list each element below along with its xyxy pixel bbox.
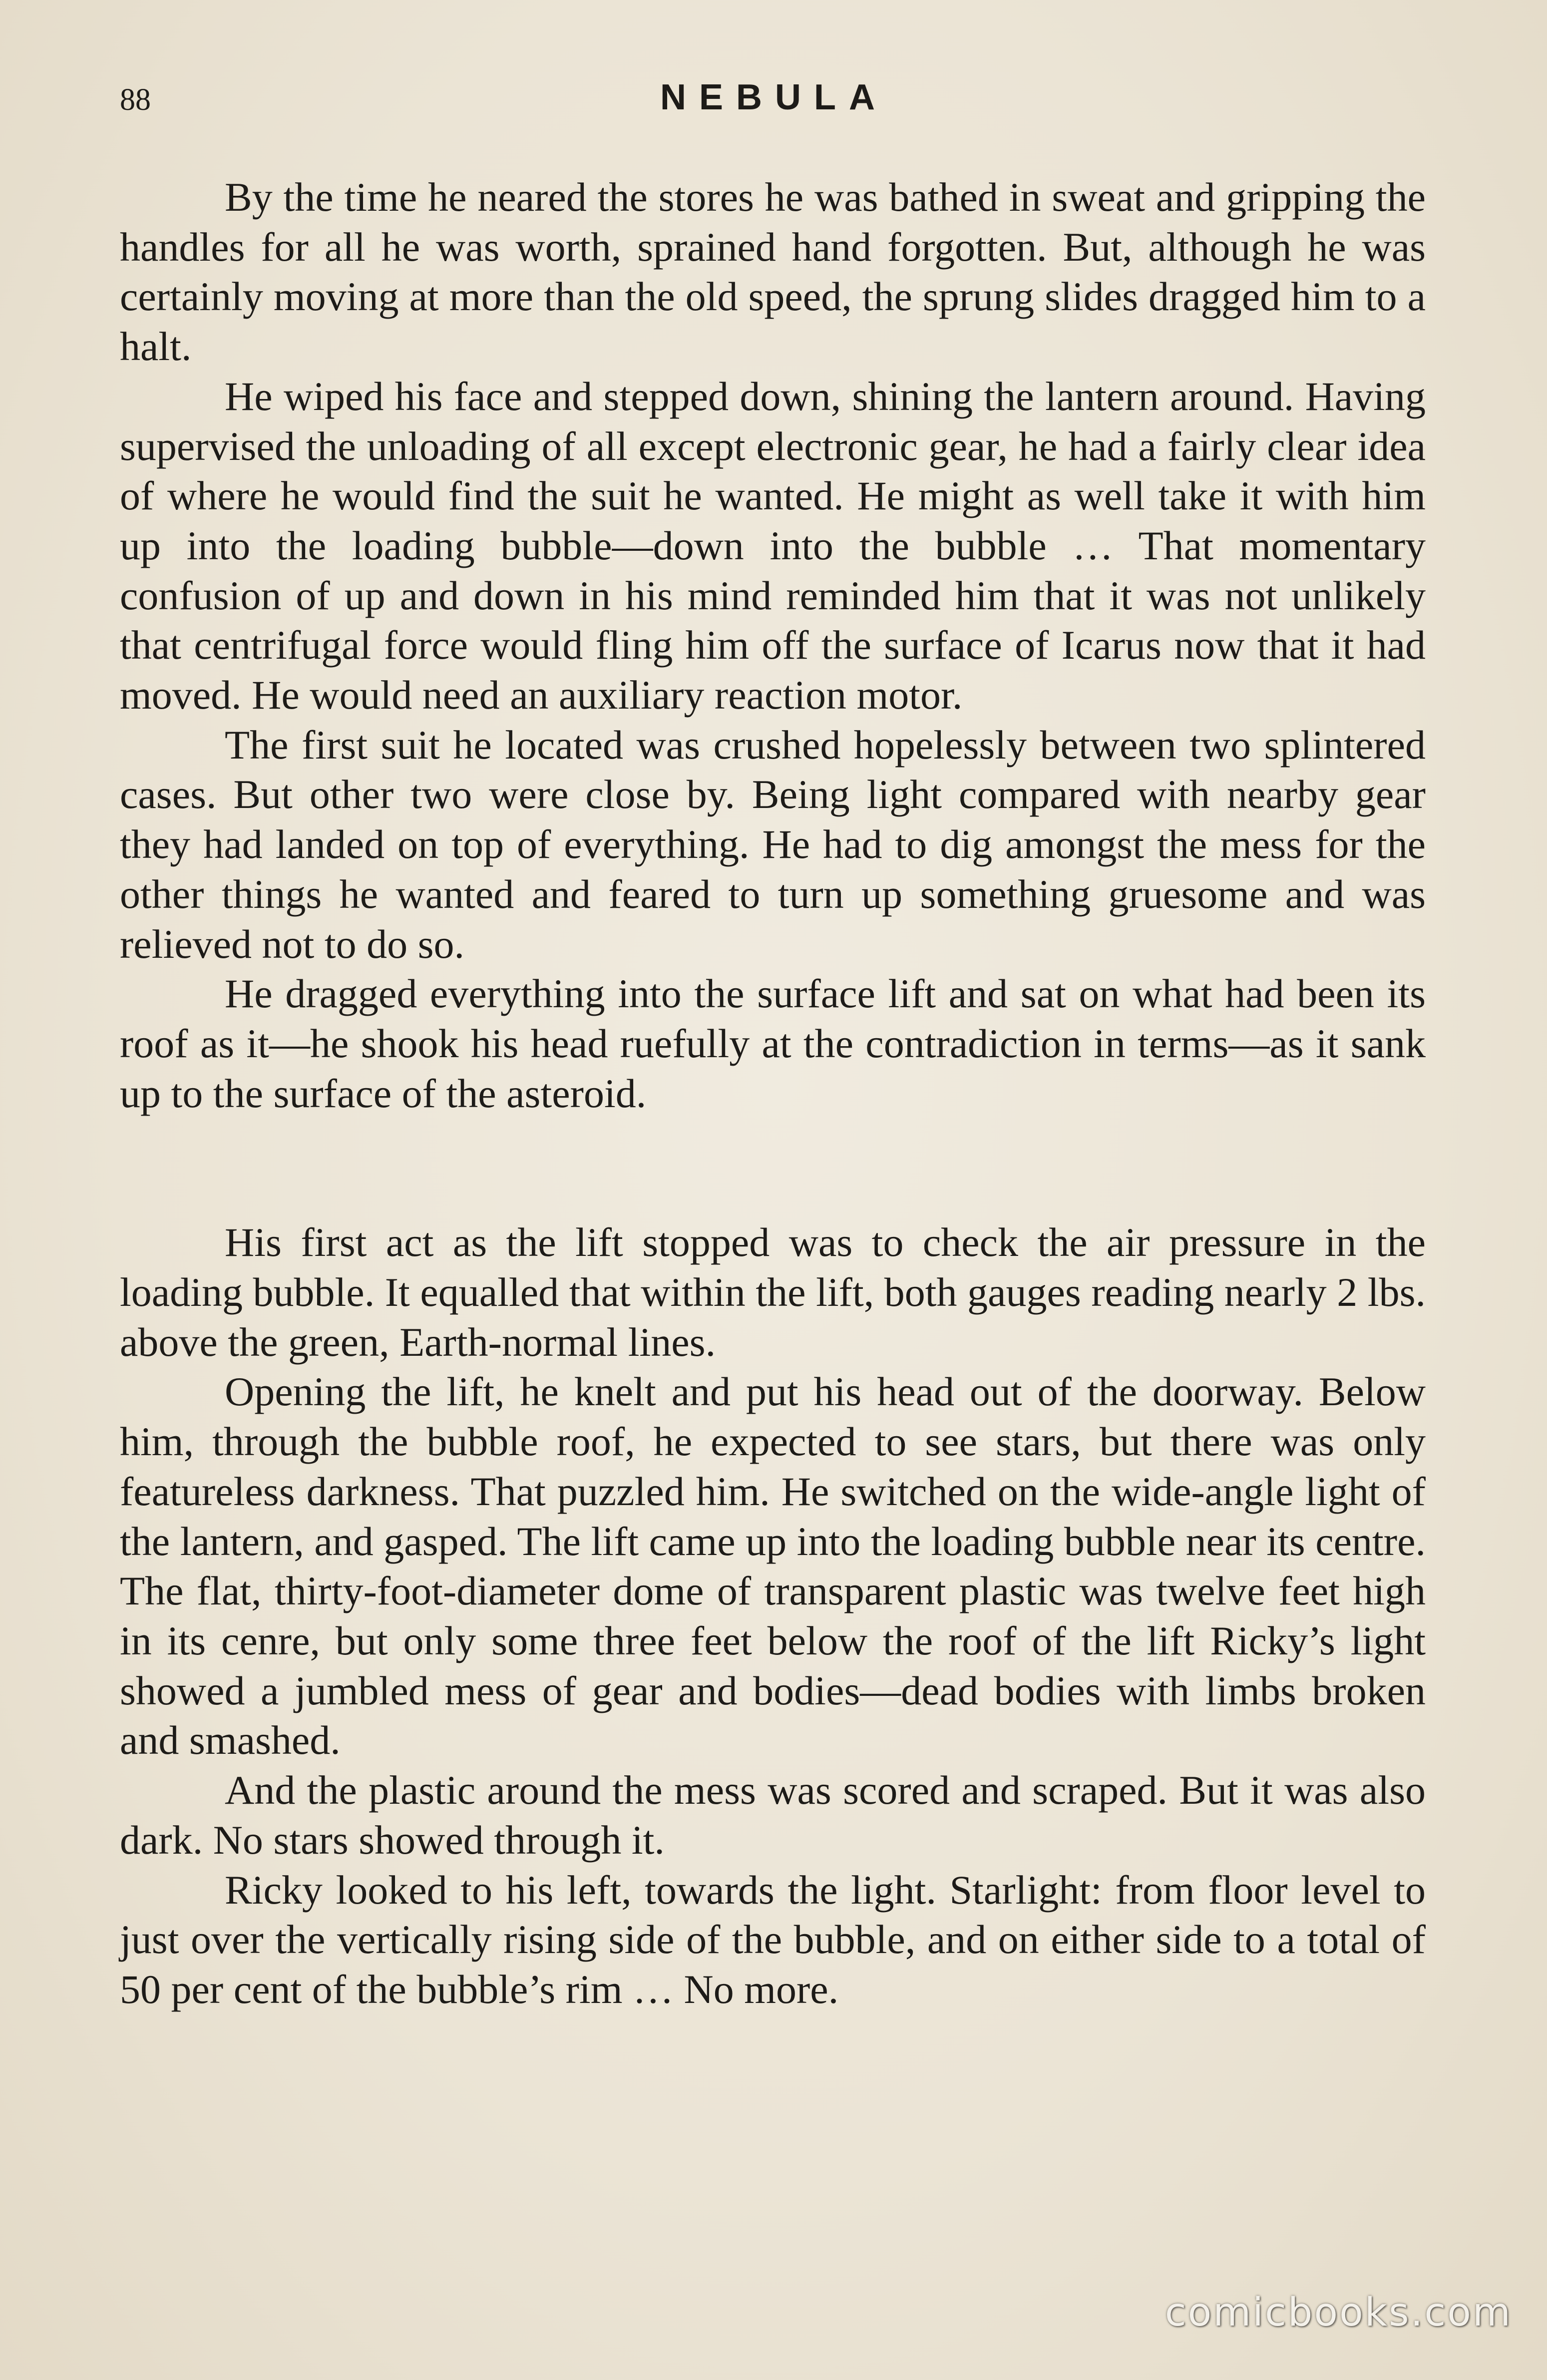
body-text [120, 172, 1426, 2014]
page-header [120, 75, 1428, 130]
paragraph: Ricky looked to his left, towards the light. Starlight: from floor level to just over the vertically rising side of the bubble, and on either side to a total of 50 per cent of the bubble’s rim … No more. [120, 1867, 1426, 2012]
section-break [120, 1118, 1426, 1217]
watermark: comicbooks.com [1164, 2290, 1512, 2335]
paragraph: Opening the lift, he knelt and put his head out of the doorway. Below him, through the bubble roof, he expected to see stars, but there was only featureless darkness. That puzzled him. He switched on the wide-angle light of the lantern, and gasped. The lift came up into the loading bubble near its centre. The flat, thirty-foot-diameter dome of transparent plastic was twelve feet high in its cenre, but only some three feet below the roof of the lift Ricky’s light showed a jumbled mess of gear and bodies—dead bodies with limbs broken and smashed. [120, 1369, 1426, 1763]
paragraph: He wiped his face and stepped down, shining the lantern around. Having supervised the unloading of all except electronic gear, he had a fairly clear idea of where he would find the suit he wanted. He might as well take it with him up into the loading bubble—down into the bubble … That momentary confusion of up and down in his mind reminded him that it was not unlikely that centrifugal force would fling him off the surface of Icarus now that it had moved. He would need an auxiliary reaction motor. [120, 373, 1426, 718]
page-number: 88 [120, 83, 151, 117]
paragraph: The first suit he located was crushed hopelessly between two splintered cases. But other two were close by. Being light compared with nearby gear they had landed on top of everything. He had to dig amongst the mess for the other things he wanted and feared to turn up something gruesome and was relieved not to do so. [120, 722, 1426, 967]
paragraph: His first act as the lift stopped was to check the air pressure in the loading bubble. It equalled that within the lift, both gauges reading nearly 2 lbs. above the green, Earth-normal lines. [120, 1219, 1426, 1365]
running-title: NEBULA [660, 77, 888, 117]
paragraph: By the time he neared the stores he was bathed in sweat and gripping the handles for all he was worth, sprained hand forgotten. But, although he was certainly moving at more than the old speed, the sprung slides dragged him to a halt. [120, 174, 1426, 370]
paragraph: And the plastic around the mess was scored and scraped. But it was also dark. No stars showed through it. [120, 1767, 1426, 1863]
paragraph: He dragged everything into the surface lift and sat on what had been its roof as it—he shook his head ruefully at the contradiction in terms—as it sank up to the surface of the asteroid. [120, 971, 1426, 1116]
